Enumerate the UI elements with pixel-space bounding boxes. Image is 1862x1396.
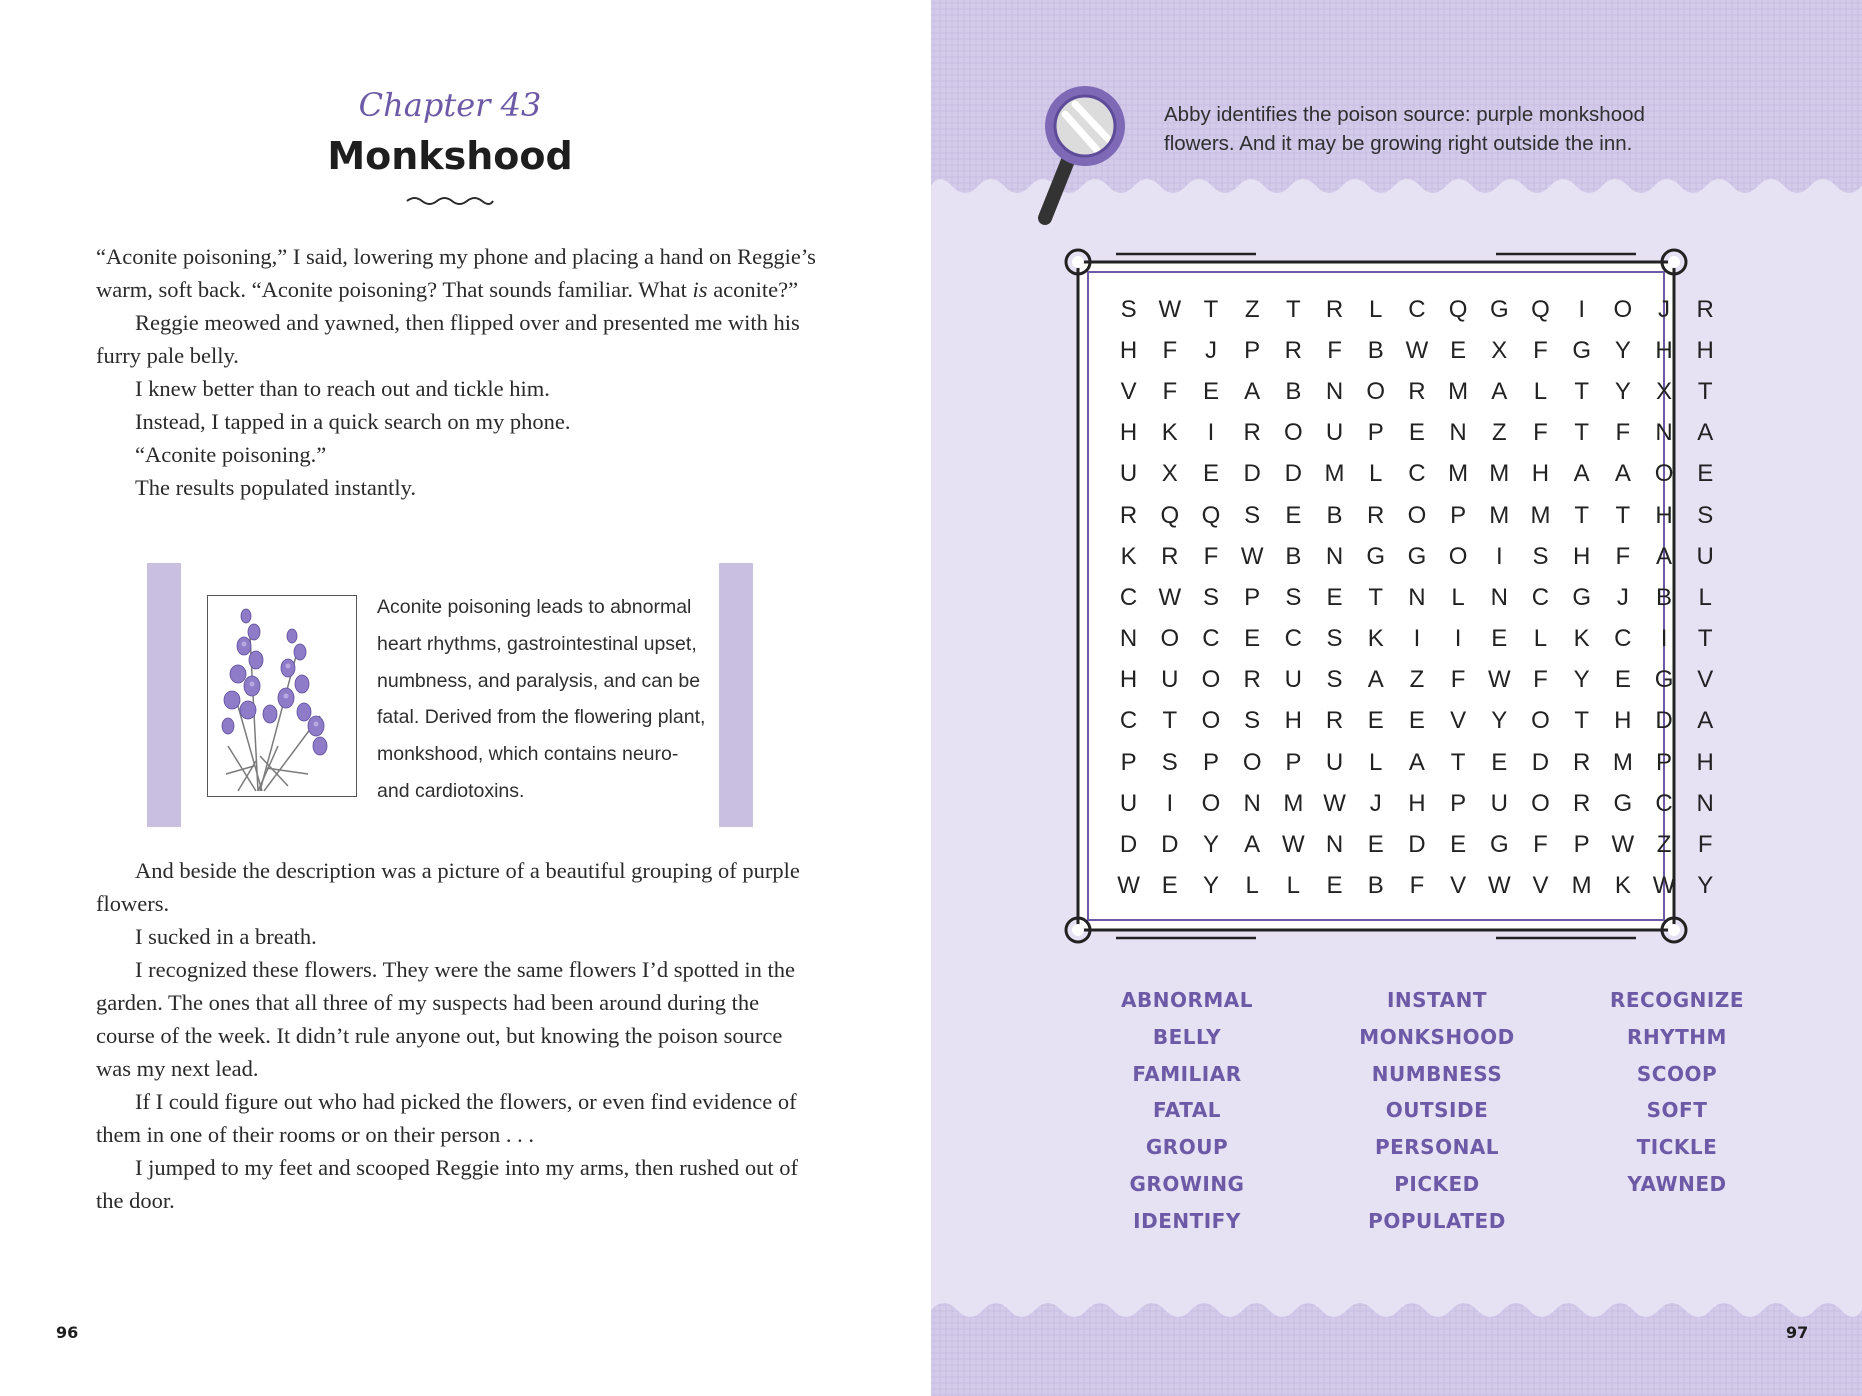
grid-letter: L xyxy=(1369,748,1383,776)
grid-letter: T xyxy=(1368,583,1384,611)
grid-letter: W xyxy=(1652,872,1676,900)
grid-letter: N xyxy=(1696,789,1714,817)
grid-letter: F xyxy=(1533,831,1548,859)
grid-letter: K xyxy=(1573,625,1590,653)
grid-letter: C xyxy=(1119,707,1138,735)
grid-letter: O xyxy=(1654,460,1674,488)
word-list-column-3 xyxy=(1557,986,1797,1207)
grid-letter: O xyxy=(1242,748,1262,776)
grid-letter: T xyxy=(1574,377,1589,405)
grid-row xyxy=(1108,701,1726,742)
grid-letter: D xyxy=(1655,707,1673,735)
grid-row xyxy=(1108,619,1726,660)
story-text-bottom xyxy=(96,854,816,1217)
grid-letter: V xyxy=(1450,872,1467,900)
grid-letter: T xyxy=(1286,295,1301,323)
grid-letter: N xyxy=(1408,583,1426,611)
grid-row xyxy=(1108,824,1726,865)
grid-letter: S xyxy=(1532,542,1549,570)
grid-letter: P xyxy=(1573,831,1590,859)
grid-letter: L xyxy=(1533,625,1548,653)
sidebar-accent-bar xyxy=(147,563,181,827)
grid-letter: T xyxy=(1162,707,1178,735)
paragraph: “Aconite poisoning,” I said, lowering my phone and placing a hand on Reggie’s warm, soft back. “Aconite poisoning? That sounds familiar. What is aconite?” xyxy=(96,244,816,302)
grid-letter: K xyxy=(1161,419,1178,447)
chapter-label: Chapter 43 xyxy=(358,86,542,124)
grid-letter: N xyxy=(1325,542,1344,570)
grid-letter: R xyxy=(1243,666,1261,694)
grid-letter: F xyxy=(1533,419,1548,447)
grid-letter: H xyxy=(1655,501,1673,529)
grid-letter: S xyxy=(1697,501,1714,529)
grid-letter: C xyxy=(1202,625,1220,653)
grid-letter: G xyxy=(1572,336,1591,364)
grid-letter: N xyxy=(1490,583,1508,611)
grid-letter: R xyxy=(1243,419,1261,447)
grid-letter: D xyxy=(1408,831,1426,859)
grid-letter: M xyxy=(1489,501,1510,529)
grid-letter: W xyxy=(1117,872,1140,900)
grid-letter: N xyxy=(1325,377,1344,405)
grid-letter: B xyxy=(1367,872,1384,900)
grid-letter: F xyxy=(1615,542,1631,570)
grid-letter: K xyxy=(1120,542,1137,570)
grid-letter: R xyxy=(1325,707,1344,735)
grid-letter: E xyxy=(1202,460,1219,488)
grid-letter: G xyxy=(1613,789,1633,817)
grid-letter: S xyxy=(1244,707,1261,735)
aconite-info-box xyxy=(147,563,753,827)
grid-letter: T xyxy=(1697,625,1713,653)
grid-letter: G xyxy=(1654,666,1674,694)
grid-letter: M xyxy=(1448,460,1469,488)
grid-letter: L xyxy=(1533,377,1548,405)
grid-letter: E xyxy=(1161,872,1178,900)
paragraph: I jumped to my feet and scooped Reggie into my arms, then rushed out of the door. xyxy=(96,1155,798,1213)
grid-letter: F xyxy=(1409,872,1425,900)
grid-letter: R xyxy=(1119,501,1138,529)
grid-letter: S xyxy=(1161,748,1178,776)
grid-letter: S xyxy=(1202,583,1219,611)
grid-letter: L xyxy=(1451,583,1465,611)
grid-row xyxy=(1108,660,1726,701)
word-item: FATAL xyxy=(1152,1098,1222,1123)
grid-letter: G xyxy=(1572,583,1591,611)
page-number-left: 96 xyxy=(56,1323,79,1342)
grid-letter: S xyxy=(1285,583,1302,611)
grid-letter: I xyxy=(1578,295,1585,323)
grid-letter: H xyxy=(1531,460,1550,488)
grid-letter: Z xyxy=(1409,666,1425,694)
grid-letter: S xyxy=(1326,666,1343,694)
grid-letter: A xyxy=(1697,419,1714,447)
grid-letter: G xyxy=(1489,295,1509,323)
grid-letter: U xyxy=(1284,666,1303,694)
grid-letter: V xyxy=(1120,377,1137,405)
word-item: OUTSIDE xyxy=(1385,1098,1489,1123)
grid-letter: W xyxy=(1487,872,1511,900)
grid-letter: O xyxy=(1284,419,1303,447)
grid-letter: T xyxy=(1615,501,1631,529)
word-list-column-2 xyxy=(1312,986,1562,1244)
grid-letter: H xyxy=(1572,542,1591,570)
bottom-wavy-band xyxy=(931,1296,1862,1396)
grid-letter: D xyxy=(1284,460,1303,488)
word-item: PERSONAL xyxy=(1374,1135,1500,1160)
grid-letter: P xyxy=(1285,748,1302,776)
grid-letter: E xyxy=(1202,377,1219,405)
grid-letter: N xyxy=(1325,831,1344,859)
grid-letter: L xyxy=(1698,583,1712,611)
grid-row xyxy=(1108,330,1726,371)
paragraph: If I could figure out who had picked the flowers, or even find evidence of them in one of their rooms or on their person . . . xyxy=(96,1089,797,1147)
grid-letter: I xyxy=(1660,625,1668,653)
grid-letter: A xyxy=(1367,666,1384,694)
grid-letter: G xyxy=(1489,831,1509,859)
grid-letter: H xyxy=(1119,336,1138,364)
grid-letter: R xyxy=(1325,295,1344,323)
grid-letter: L xyxy=(1369,460,1383,488)
grid-letter: P xyxy=(1202,748,1219,776)
grid-letter: M xyxy=(1448,377,1469,405)
grid-letter: H xyxy=(1408,789,1426,817)
word-item: IDENTIFY xyxy=(1133,1208,1241,1233)
grid-letter: M xyxy=(1283,789,1304,817)
grid-letter: O xyxy=(1531,707,1550,735)
grid-letter: C xyxy=(1614,625,1632,653)
grid-letter: E xyxy=(1614,666,1631,694)
grid-row xyxy=(1108,454,1726,495)
grid-letter: O xyxy=(1531,789,1550,817)
paragraph: And beside the description was a picture of a beautiful grouping of purple flowers. xyxy=(96,858,800,916)
grid-letter: N xyxy=(1449,419,1467,447)
grid-letter: F xyxy=(1450,666,1466,694)
grid-letter: H xyxy=(1614,707,1632,735)
grid-letter: O xyxy=(1201,789,1221,817)
grid-letter: T xyxy=(1450,748,1466,776)
paragraph: I sucked in a breath. xyxy=(135,924,317,949)
grid-letter: R xyxy=(1572,789,1591,817)
grid-letter: F xyxy=(1615,419,1631,447)
grid-letter: Y xyxy=(1491,707,1508,735)
grid-letter: P xyxy=(1244,583,1261,611)
grid-letter: R xyxy=(1408,377,1426,405)
grid-letter: G xyxy=(1366,542,1386,570)
grid-letter: R xyxy=(1284,336,1303,364)
grid-letter: O xyxy=(1201,666,1221,694)
grid-letter: B xyxy=(1285,542,1302,570)
grid-letter: Y xyxy=(1202,831,1219,859)
grid-letter: X xyxy=(1656,377,1673,405)
grid-letter: D xyxy=(1161,831,1179,859)
grid-row xyxy=(1108,536,1726,577)
paragraph: Instead, I tapped in a quick search on my phone. xyxy=(135,409,571,434)
grid-letter: H xyxy=(1119,419,1138,447)
grid-letter: N xyxy=(1119,625,1138,653)
grid-letter: Y xyxy=(1614,377,1631,405)
word-item: BELLY xyxy=(1152,1024,1222,1049)
word-item: SCOOP xyxy=(1636,1061,1718,1086)
flower-image-frame xyxy=(207,595,357,797)
grid-row xyxy=(1108,495,1726,536)
grid-letter: A xyxy=(1614,460,1631,488)
paragraph: “Aconite poisoning.” xyxy=(135,442,327,467)
aconite-description: Aconite poisoning leads to abnormal heart rhythms, gastrointestinal upset, numbness, and paralysis, and can be fatal. Derived from the flowering plant, monkshood, which contains neuro- and cardiotoxins. xyxy=(377,596,706,802)
grid-letter: Z xyxy=(1491,419,1507,447)
chapter-title: Monkshood xyxy=(327,134,573,178)
magnifying-glass-icon xyxy=(1035,84,1145,229)
grid-letter: W xyxy=(1405,336,1429,364)
grid-letter: Y xyxy=(1573,666,1590,694)
grid-letter: E xyxy=(1408,419,1425,447)
grid-letter: O xyxy=(1160,625,1180,653)
grid-letter: U xyxy=(1119,460,1138,488)
grid-letter: C xyxy=(1408,295,1426,323)
grid-letter: I xyxy=(1454,625,1462,653)
grid-row xyxy=(1108,289,1726,330)
grid-letter: A xyxy=(1244,831,1261,859)
word-item: MONKSHOOD xyxy=(1359,1024,1515,1049)
grid-letter: W xyxy=(1158,583,1182,611)
grid-letter: O xyxy=(1366,377,1386,405)
grid-letter: Q xyxy=(1448,295,1468,323)
grid-letter: F xyxy=(1162,336,1178,364)
grid-letter: C xyxy=(1119,583,1138,611)
grid-letter: P xyxy=(1450,789,1467,817)
word-item: NUMBNESS xyxy=(1371,1061,1503,1086)
grid-letter: P xyxy=(1656,748,1673,776)
grid-letter: F xyxy=(1533,336,1548,364)
word-item: FAMILIAR xyxy=(1132,1061,1242,1086)
paragraph: Reggie meowed and yawned, then flipped over and presented me with his furry pale belly. xyxy=(96,310,800,368)
grid-letter: P xyxy=(1244,336,1261,364)
grid-letter: W xyxy=(1240,542,1264,570)
grid-letter: U xyxy=(1490,789,1508,817)
grid-letter: O xyxy=(1201,707,1221,735)
word-item: GROWING xyxy=(1129,1171,1245,1196)
monkshood-flower-icon xyxy=(208,596,356,796)
word-item: YAWNED xyxy=(1627,1171,1727,1196)
grid-letter: B xyxy=(1326,501,1343,529)
grid-letter: W xyxy=(1611,831,1635,859)
grid-letter: N xyxy=(1243,789,1261,817)
grid-letter: F xyxy=(1697,831,1713,859)
grid-letter: E xyxy=(1697,460,1714,488)
grid-letter: E xyxy=(1408,707,1425,735)
grid-letter: B xyxy=(1367,336,1384,364)
grid-letter: K xyxy=(1367,625,1384,653)
grid-letter: E xyxy=(1367,831,1384,859)
grid-letter: E xyxy=(1326,583,1343,611)
word-item: POPULATED xyxy=(1368,1208,1506,1233)
grid-letter: V xyxy=(1697,666,1714,694)
grid-letter: E xyxy=(1491,748,1508,776)
grid-letter: A xyxy=(1573,460,1590,488)
grid-letter: I xyxy=(1495,542,1503,570)
grid-letter: A xyxy=(1244,377,1261,405)
grid-letter: W xyxy=(1158,295,1182,323)
grid-letter: U xyxy=(1119,789,1138,817)
grid-letter: W xyxy=(1282,831,1305,859)
grid-letter: F xyxy=(1327,336,1342,364)
word-item: TICKLE xyxy=(1636,1135,1718,1160)
grid-letter: F xyxy=(1203,542,1219,570)
grid-letter: M xyxy=(1571,872,1592,900)
grid-letter: G xyxy=(1407,542,1427,570)
grid-row xyxy=(1108,371,1726,412)
grid-letter: T xyxy=(1574,419,1589,447)
grid-letter: V xyxy=(1532,872,1549,900)
grid-letter: L xyxy=(1245,872,1259,900)
grid-letter: J xyxy=(1369,789,1382,817)
grid-letter: W xyxy=(1487,666,1511,694)
grid-letter: Q xyxy=(1201,501,1221,529)
grid-letter: S xyxy=(1120,295,1137,323)
squiggle-divider-icon xyxy=(405,195,495,207)
grid-letter: P xyxy=(1367,419,1384,447)
paragraph: I recognized these flowers. They were the same flowers I’d spotted in the garden. The ones that all three of my suspects had been around during the course of the week. It didn’t rule anyone out, but knowing the poison source was my next lead. xyxy=(96,957,795,1081)
word-item: ABNORMAL xyxy=(1121,988,1253,1012)
grid-letter: R xyxy=(1696,295,1714,323)
word-list-column-1 xyxy=(1067,986,1307,1244)
grid-letter: Z xyxy=(1656,831,1672,859)
grid-letter: A xyxy=(1656,542,1673,570)
word-item: PICKED xyxy=(1394,1171,1480,1196)
grid-letter: P xyxy=(1120,748,1137,776)
paragraph: The results populated instantly. xyxy=(135,475,416,500)
grid-letter: C xyxy=(1408,460,1426,488)
grid-letter: O xyxy=(1613,295,1633,323)
grid-letter: E xyxy=(1450,336,1467,364)
grid-letter: C xyxy=(1531,583,1550,611)
word-item: RECOGNIZE xyxy=(1609,988,1744,1012)
grid-letter: D xyxy=(1119,831,1138,859)
grid-letter: S xyxy=(1244,501,1261,529)
page-number-right: 97 xyxy=(1786,1323,1809,1342)
grid-letter: U xyxy=(1161,666,1179,694)
grid-letter: K xyxy=(1614,872,1631,900)
grid-letter: B xyxy=(1285,377,1302,405)
grid-letter: X xyxy=(1161,460,1178,488)
grid-letter: R xyxy=(1367,501,1385,529)
grid-letter: E xyxy=(1450,831,1467,859)
grid-letter: C xyxy=(1655,789,1673,817)
grid-letter: Y xyxy=(1202,872,1219,900)
word-search-grid xyxy=(1108,289,1726,907)
grid-letter: I xyxy=(1413,625,1421,653)
grid-letter: D xyxy=(1243,460,1261,488)
puzzle-intro-text: Abby identifies the poison source: purple monkshood flowers. And it may be growing right outside the inn. xyxy=(1164,103,1645,155)
grid-letter: X xyxy=(1491,336,1508,364)
grid-letter: E xyxy=(1367,707,1384,735)
word-item: SOFT xyxy=(1646,1098,1708,1123)
grid-letter: A xyxy=(1491,377,1508,405)
word-item: INSTANT xyxy=(1386,988,1488,1012)
grid-row xyxy=(1108,577,1726,618)
grid-letter: L xyxy=(1286,872,1301,900)
paragraph: I knew better than to reach out and tickle him. xyxy=(135,376,550,401)
grid-row xyxy=(1108,742,1726,783)
grid-letter: U xyxy=(1325,748,1344,776)
grid-letter: E xyxy=(1326,872,1343,900)
grid-letter: U xyxy=(1696,542,1714,570)
story-text-top xyxy=(96,240,816,504)
grid-letter: R xyxy=(1161,542,1179,570)
grid-letter: N xyxy=(1655,419,1673,447)
grid-letter: H xyxy=(1696,748,1714,776)
grid-letter: F xyxy=(1533,666,1548,694)
sidebar-accent-bar xyxy=(719,563,753,827)
grid-letter: V xyxy=(1450,707,1467,735)
grid-letter: H xyxy=(1696,336,1714,364)
grid-row xyxy=(1108,783,1726,824)
grid-letter: J xyxy=(1204,336,1217,364)
grid-letter: P xyxy=(1450,501,1467,529)
grid-letter: O xyxy=(1407,501,1427,529)
grid-letter: T xyxy=(1574,707,1589,735)
grid-letter: E xyxy=(1285,501,1302,529)
grid-letter: M xyxy=(1489,460,1510,488)
grid-letter: Q xyxy=(1160,501,1180,529)
grid-letter: T xyxy=(1574,501,1589,529)
grid-row xyxy=(1108,413,1726,454)
grid-letter: D xyxy=(1531,748,1550,776)
grid-letter: A xyxy=(1408,748,1425,776)
grid-letter: O xyxy=(1448,542,1468,570)
grid-letter: Y xyxy=(1697,872,1714,900)
grid-letter: U xyxy=(1325,419,1344,447)
grid-letter: A xyxy=(1697,707,1714,735)
grid-row xyxy=(1108,866,1726,907)
grid-letter: Q xyxy=(1531,295,1550,323)
grid-letter: T xyxy=(1203,295,1219,323)
grid-letter: I xyxy=(1166,789,1174,817)
grid-letter: T xyxy=(1697,377,1713,405)
right-page xyxy=(931,0,1862,1396)
grid-letter: H xyxy=(1284,707,1303,735)
grid-letter: Y xyxy=(1614,336,1631,364)
grid-letter: E xyxy=(1491,625,1508,653)
word-item: RHYTHM xyxy=(1627,1024,1727,1049)
grid-letter: S xyxy=(1326,625,1343,653)
grid-letter: C xyxy=(1284,625,1303,653)
grid-letter: H xyxy=(1119,666,1138,694)
grid-letter: B xyxy=(1656,583,1673,611)
grid-letter: J xyxy=(1658,295,1671,323)
grid-letter: I xyxy=(1207,419,1215,447)
grid-letter: E xyxy=(1244,625,1261,653)
grid-letter: W xyxy=(1323,789,1346,817)
grid-letter: F xyxy=(1162,377,1178,405)
grid-letter: M xyxy=(1324,460,1345,488)
grid-letter: M xyxy=(1612,748,1633,776)
word-item: GROUP xyxy=(1145,1135,1229,1160)
grid-letter: L xyxy=(1369,295,1383,323)
grid-letter: Z xyxy=(1244,295,1260,323)
grid-letter: M xyxy=(1530,501,1551,529)
grid-letter: R xyxy=(1572,748,1591,776)
grid-letter: H xyxy=(1655,336,1673,364)
grid-letter: J xyxy=(1616,583,1629,611)
